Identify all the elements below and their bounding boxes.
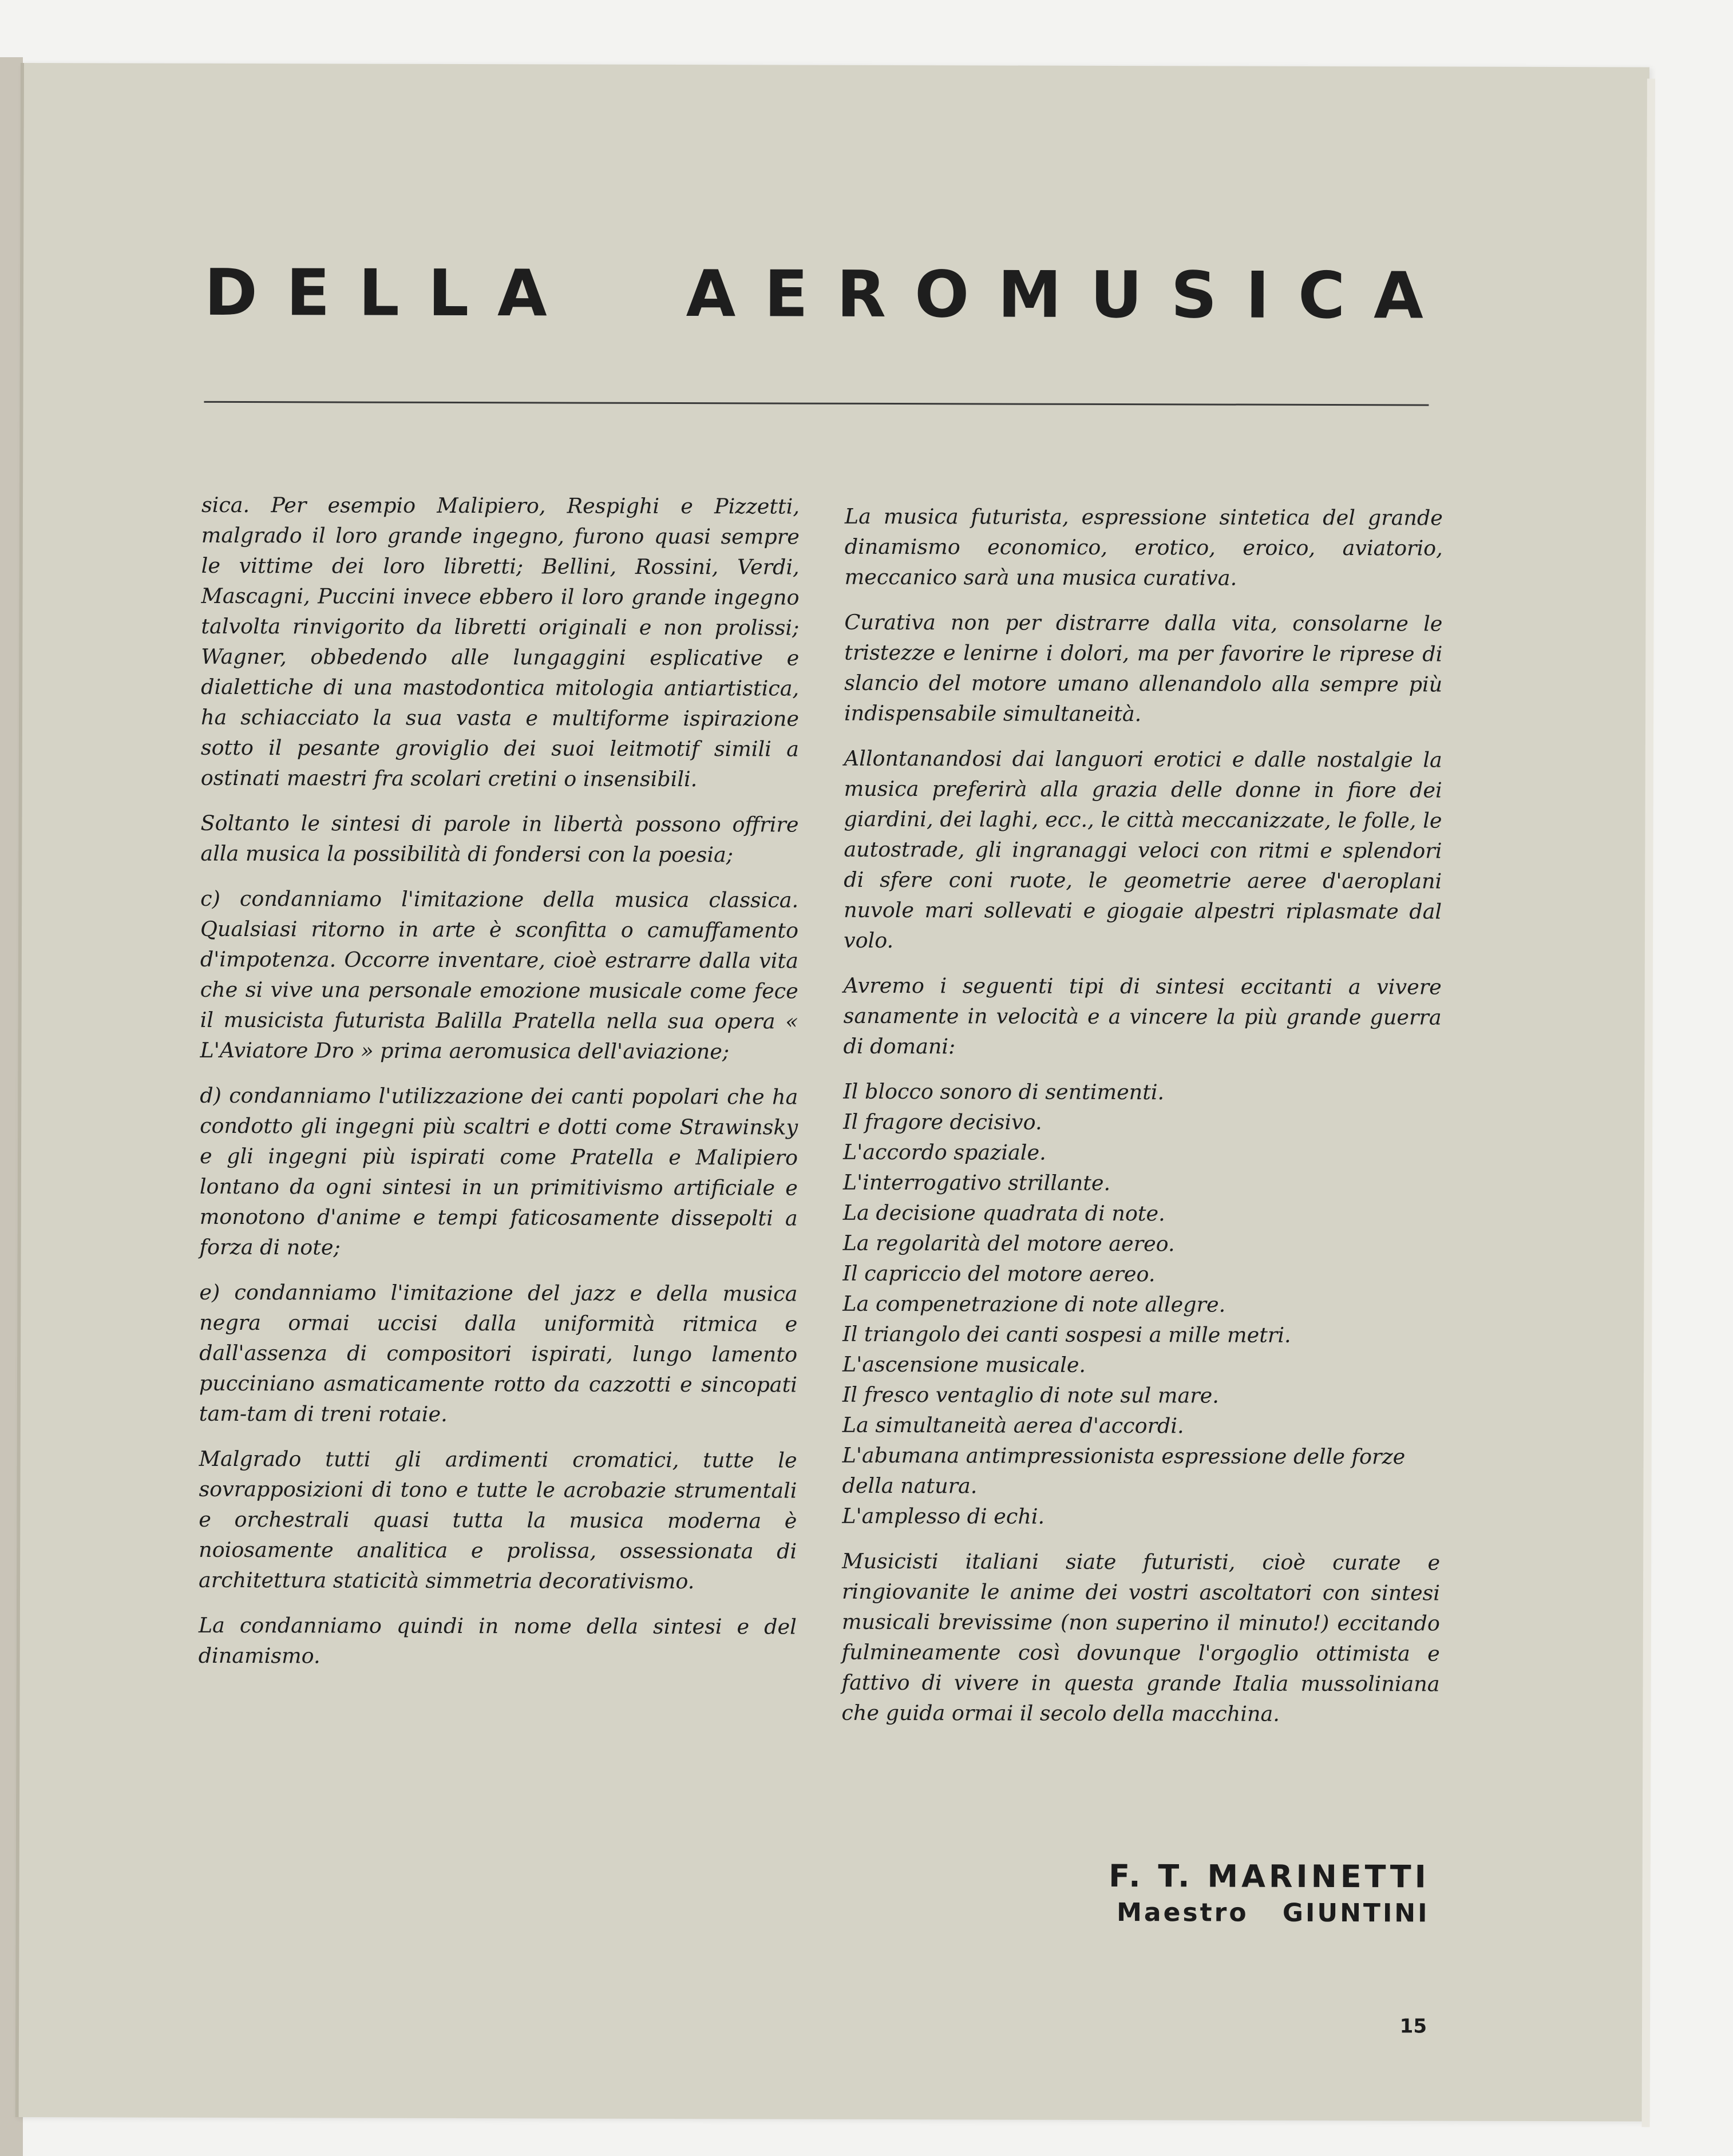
left-column xyxy=(199,490,800,1687)
list-item: La simultaneità aerea d'accordi. xyxy=(842,1412,1184,1438)
list-item: L'interrogativo strillante. xyxy=(842,1170,1111,1195)
list-item: Il capriccio del motore aereo. xyxy=(842,1261,1156,1287)
right-column xyxy=(841,501,1443,1745)
list-item: Il fresco ventaglio di note sul mare. xyxy=(842,1382,1219,1408)
page-title xyxy=(204,255,1453,334)
list-item: Il triangolo dei canti sospesi a mille metri. xyxy=(842,1321,1291,1348)
list-item: La decisione quadrata di note. xyxy=(842,1200,1165,1226)
paragraph: e) condanniamo l'imitazione del jazz e della musica negra ormai uccisi dalla uniformità ritmica e dall'assenza di compositori ispirati, lungo lamento pucciniano asmaticamente rotto da cazzotti e sincopati tam-tam di treni rotaie. xyxy=(199,1279,798,1426)
paragraph: d) condanniamo l'utilizzazione dei canti popolari che ha condotto gli ingegni più scaltri e dotti come Strawinsky e gli ingegni più ispirati come Pratella e Malipiero lontano da ogni sintesi in un primitivismo artificiale e monotono d'anime e tempi faticosamente dissepolti a forza di note; xyxy=(199,1083,798,1260)
magazine-page xyxy=(15,63,1649,2121)
list-item: Il fragore decisivo. xyxy=(843,1109,1042,1135)
list-item: L'abumana antimpressionista espressione delle forze della natura. xyxy=(842,1442,1406,1499)
title-word-2: AEROMUSICA xyxy=(686,257,1453,334)
author-name: F. T. MARINETTI xyxy=(1109,1857,1430,1895)
page-number: 15 xyxy=(1399,2015,1427,2038)
paragraph: La condanniamo quindi in nome della sintesi e del dinamismo. xyxy=(198,1612,797,1668)
list-item: L'accordo spaziale. xyxy=(842,1139,1046,1165)
paragraph: sica. Per esempio Malipiero, Respighi e Pizzetti, malgrado il loro grande ingegno, furono quasi sempre le vittime dei loro libretti; Bellini, Rossini, Verdi, Mascagni, Puccini invece ebbero il loro grande ingegno talvolta rinvigorito da libretti originali e non prolissi; Wagner, obbedendo alle lungaggini esplicative e dialettiche di una mastodontica mitologia antiartistica, ha schiacciato la sua vasta e multiforme ispirazione sotto il pesante groviglio dei suoi leitmotif simili a ostinati maestri fra scolari cretini o insensibili. xyxy=(200,492,800,792)
list-item: Il blocco sonoro di sentimenti. xyxy=(843,1079,1165,1105)
paragraph: Soltanto le sintesi di parole in libertà possono offrire alla musica la possibilità di fondersi con la poesia; xyxy=(200,810,799,867)
paragraph: c) condanniamo l'imitazione della musica classica. Qualsiasi ritorno in arte è sconfitta o camuffamento d'impotenza. Occorre inventare, cioè estrarre dalla vita che si vive una personale emozione musicale come fece il musicista futurista Balilla Pratella nella sua opera « L'Aviatore Dro » prima aeromusica dell'aviazione; xyxy=(200,886,799,1064)
closing-paragraph: Musicisti italiani siate futuristi, cioè curate e ringiovanite le anime dei vostri ascoltatori con sintesi musicali brevissime (non superino il minuto!) eccitando fulmineamente così dovunque l'orgoglio ottimista e fattivo di vivere in questa grande Italia mussoliniana che guida ormai il secolo della macchina. xyxy=(841,1548,1441,1726)
list-item: La regolarità del motore aereo. xyxy=(842,1230,1175,1257)
paragraph: Curativa non per distrarre dalla vita, consolarne le tristezze e lenirne i dolori, ma per favorire le riprese di slancio del motore umano allenandolo alla sempre più indispensabile simultaneità. xyxy=(844,609,1443,727)
synthesis-list xyxy=(842,1076,1441,1533)
title-rule xyxy=(204,401,1429,406)
title-word-1: DELLA xyxy=(204,255,576,331)
paragraph: Avremo i seguenti tipi di sintesi eccitanti a vivere sanamente in velocità e a vincere la più grande guerra di domani: xyxy=(843,973,1442,1059)
co-author: Maestro GIUNTINI xyxy=(1117,1898,1430,1928)
paragraph: Malgrado tutti gli ardimenti cromatici, tutte le sovrapposizioni di tono e tutte le acrobazie strumentali e orchestrali quasi tutta la musica moderna è noiosamente analitica e prolissa, ossessionata di architettura staticità simmetria decorativismo. xyxy=(199,1446,797,1594)
paragraph: La musica futurista, espressione sintetica del grande dinamismo economico, erotico, eroico, aviatorio, meccanico sarà una musica curativa. xyxy=(844,504,1443,590)
list-item: L'ascensione musicale. xyxy=(842,1352,1086,1377)
paragraph: Allontanandosi dai languori erotici e dalle nostalgie la musica preferirà alla grazia delle donne in fiore dei giardini, dei laghi, ecc., le città meccanizzate, le folle, le autostrade, gli ingranaggi veloci con ritmi e splendori di sfere coni ruote, le geometrie aeree d'aeroplani nuvole mari sollevati e giogaie alpestri riplasmate dal volo. xyxy=(843,746,1442,953)
list-item: La compenetrazione di note allegre. xyxy=(842,1291,1226,1317)
signature-block xyxy=(1109,1857,1430,1931)
list-item: L'amplesso di echi. xyxy=(842,1503,1045,1529)
